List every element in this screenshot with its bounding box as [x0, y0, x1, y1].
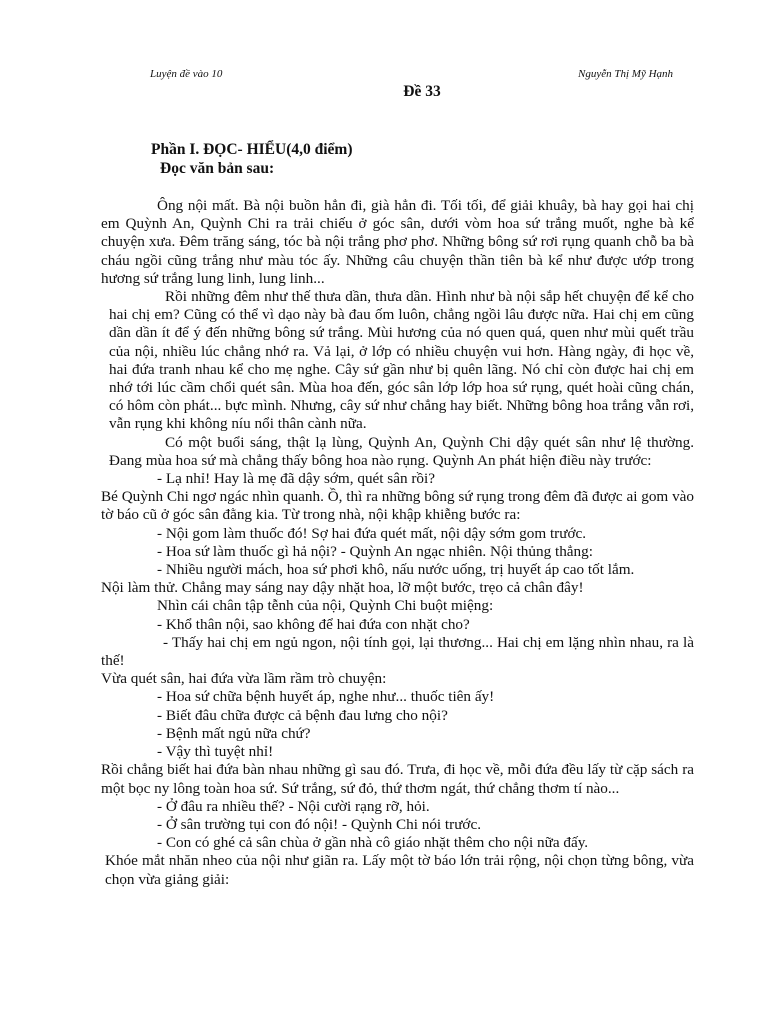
dialogue-line: - Biết đâu chữa được cả bệnh đau lưng cho nội?: [157, 706, 448, 724]
dialogue-line: - Nhiều người mách, hoa sứ phơi khô, nấu nước uống, trị huyết áp cao tốt lắm.: [157, 561, 635, 579]
paragraph: Rồi những đêm như thế thưa dần, thưa dần. Hình như bà nội sắp hết chuyện để kể cho hai chị em? Cũng có thể vì dạo này bà đau ốm luôn, chẳng ngồi lâu được nữa. Hai chị em cũng dần dần ít để ý đến những bông sứ trắng. Mùi hương của nó quen quá, quen như mùi quết trầu của nội, nhiều lúc chẳng nhớ ra. Vả lại, ở lớp có nhiều chuyện vui hơn. Hàng ngày, đi học về, hai đứa tranh nhau kể cho mẹ nghe. Cây sứ gần như bị quên lãng. Nó chỉ còn được hai chị em nhớ tới lúc cầm chổi quét sân. Mùa hoa đến, góc sân lớp lớp hoa sứ rụng, quét hoài cũng chán, có hôm còn phát... bực mình. Nhưng, cây sứ như chẳng hay biết. Những bông hoa trắng vẫn rơi, vẫn rụng khi không níu nổi thân cành nữa.: [109, 288, 694, 433]
paragraph: Ông nội mất. Bà nội buồn hẳn đi, già hẳn đi. Tối tối, để giải khuây, bà hay gọi hai chị em Quỳnh An, Quỳnh Chi ra trải chiếu ở góc sân, dưới vòm hoa sứ trắng muốt, nghe bà kể chuyện xưa. Đêm trăng sáng, tóc bà nội trắng phơ phơ. Những bông sứ rơi rụng quanh chỗ ba bà cháu ngồi cũng trắng như màu tóc ấy. Những câu chuyện thần tiên bà kể như được ướp trong hương sứ trắng lung linh, lung linh...: [101, 197, 694, 287]
dialogue-line: - Thấy hai chị em ngủ ngon, nội tính gọi, lại thương... Hai chị em lặng nhìn nhau, ra là thế!: [101, 633, 694, 670]
section-heading: Phần I. ĐỌC- HIỂU(4,0 điểm): [151, 141, 353, 158]
dialogue-line: - Hoa sứ làm thuốc gì hả nội? - Quỳnh An ngạc nhiên. Nội thủng thẳng:: [157, 542, 593, 560]
paragraph: Bé Quỳnh Chi ngơ ngác nhìn quanh. Ồ, thì ra những bông sứ rụng trong đêm đã được ai gom vào tờ báo cũ ở góc sân đằng kia. Từ trong nhà, nội khập khiễng bước ra:: [101, 488, 694, 524]
paragraph: Có một buổi sáng, thật lạ lùng, Quỳnh An, Quỳnh Chi dậy quét sân như lệ thường. Đang mùa hoa sứ mà chẳng thấy bông hoa nào rụng. Quỳnh An phát hiện điều này trước:: [109, 433, 694, 469]
dialogue-line: - Ở đâu ra nhiều thế? - Nội cười rạng rỡ, hỏi.: [157, 797, 430, 815]
reading-instruction: Đọc văn bản sau:: [160, 160, 275, 177]
header-right-author: Nguyễn Thị Mỹ Hạnh: [578, 68, 674, 80]
dialogue-line: - Bệnh mất ngủ nữa chứ?: [157, 724, 311, 742]
dialogue-line: - Hoa sứ chữa bệnh huyết áp, nghe như... thuốc tiên ấy!: [157, 688, 495, 706]
dialogue-line: - Nội gom làm thuốc đó! Sợ hai đứa quét mất, nội dậy sớm gom trước.: [157, 524, 587, 542]
paragraph: Nội làm thử. Chẳng may sáng nay dậy nhặt hoa, lỡ một bước, trẹo cả chân đây!: [101, 579, 584, 597]
paragraph: Nhìn cái chân tập tễnh của nội, Quỳnh Chi buột miệng:: [157, 597, 494, 615]
dialogue-line: - Lạ nhỉ! Hay là mẹ đã dậy sớm, quét sân rồi?: [157, 470, 435, 488]
dialogue-line: - Vậy thì tuyệt nhỉ!: [157, 743, 274, 761]
paragraph: Rồi chẳng biết hai đứa bàn nhau những gì sau đó. Trưa, đi học về, mỗi đứa đều lấy từ cặp sách ra một bọc ny lông toàn hoa sứ. Sứ trắng, sứ đỏ, thứ thơm ngát, thứ chẳng thơm tí nào...: [101, 761, 694, 797]
dialogue-line: - Ở sân trường tụi con đó nội! - Quỳnh Chi nói trước.: [157, 815, 482, 833]
paragraph: Vừa quét sân, hai đứa vừa lầm rầm trò chuyện:: [101, 670, 387, 688]
paragraph: Khóe mắt nhăn nheo của nội như giãn ra. Lấy một tờ báo lớn trải rộng, nội chọn từng bông, vừa chọn vừa giảng giải:: [105, 852, 694, 888]
story-text: [101, 197, 694, 889]
dialogue-line: - Khổ thân nội, sao không để hai đứa con nhặt cho?: [157, 615, 470, 633]
header-left-text: Luyện đề vào 10: [150, 68, 223, 80]
exam-title: Đề 33: [403, 83, 441, 100]
dialogue-line: - Con có ghé cả sân chùa ở gần nhà cô giáo nhặt thêm cho nội nữa đấy.: [157, 834, 589, 852]
